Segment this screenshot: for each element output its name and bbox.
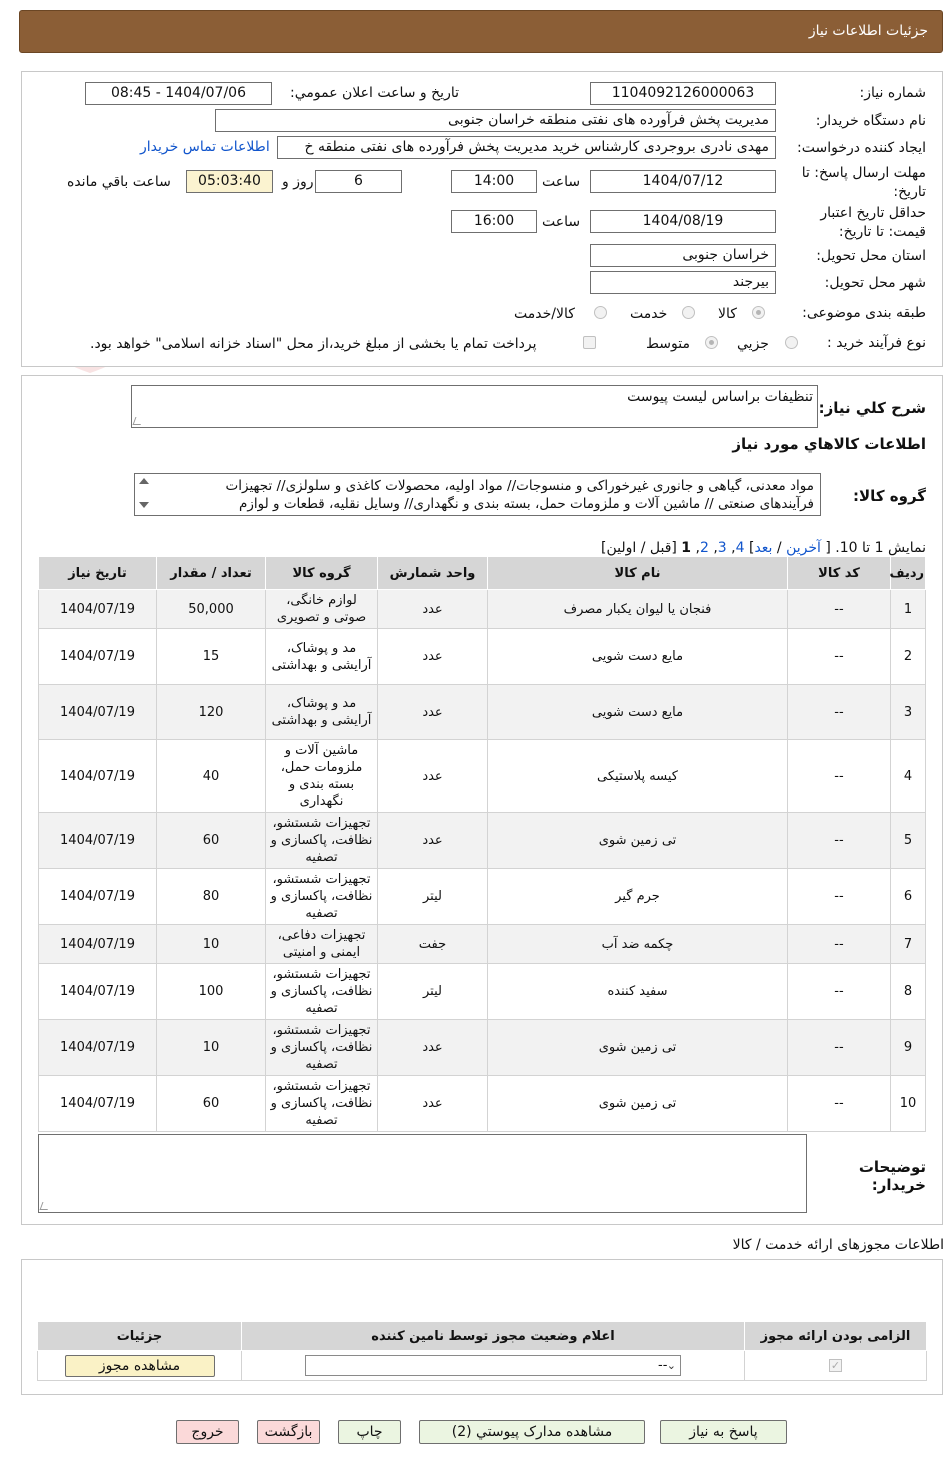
cell-qty: 60 bbox=[157, 1076, 266, 1132]
announce-label: تاریخ و ساعت اعلان عمومي: bbox=[290, 85, 459, 101]
scroll-up-icon[interactable] bbox=[139, 478, 149, 484]
city-label: شهر محل تحویل: bbox=[824, 275, 926, 291]
table-row[interactable] bbox=[39, 629, 926, 685]
page-header bbox=[19, 10, 943, 53]
cell-qty: 60 bbox=[157, 813, 266, 869]
col-name-header: نام کالا bbox=[488, 557, 788, 590]
cell-unit: عدد bbox=[378, 590, 488, 629]
exit-button[interactable]: خروج bbox=[176, 1420, 239, 1444]
process-label: نوع فرآیند خرید : bbox=[827, 335, 926, 351]
col-row-header: ردیف bbox=[891, 557, 926, 590]
need-number-field: 1104092126000063 bbox=[590, 82, 776, 105]
col-code-header: کد کالا bbox=[788, 557, 891, 590]
buyer-org-field: مدیریت پخش فرآورده های نفتی منطقه خراسان جنوبی bbox=[215, 109, 776, 132]
category-option-goods-service: کالا/خدمت bbox=[514, 306, 575, 322]
cell-name: چکمه ضد آب bbox=[488, 925, 788, 964]
scroll-down-icon[interactable] bbox=[139, 502, 149, 508]
pagination-page-3[interactable]: 3 bbox=[717, 540, 727, 556]
validity-label-2: قیمت: تا تاریخ: bbox=[838, 224, 926, 240]
license-required-checkbox[interactable]: ✓ bbox=[830, 1359, 841, 1372]
category-radio-goods[interactable] bbox=[752, 306, 765, 319]
category-option-goods: کالا bbox=[718, 306, 737, 322]
cell-name: تی زمین شوی bbox=[488, 1076, 788, 1132]
items-table bbox=[38, 556, 926, 1132]
pagination-page-2[interactable]: 2 bbox=[699, 540, 709, 556]
category-label: طبقه بندی موضوعی: bbox=[802, 305, 926, 321]
table-row bbox=[38, 1351, 927, 1381]
lic-required-cell bbox=[745, 1351, 927, 1381]
goods-group-textarea[interactable] bbox=[134, 473, 821, 516]
process-option-medium: متوسط bbox=[646, 336, 690, 352]
cell-name: تی زمین شوی bbox=[488, 813, 788, 869]
licenses-title: اطلاعات مجوزهای ارائه خدمت / کالا bbox=[732, 1237, 944, 1253]
deadline-label: مهلت ارسال پاسخ: تا bbox=[801, 165, 926, 181]
cell-name: سفید کننده bbox=[488, 964, 788, 1020]
cell-name: فنجان یا لیوان یکبار مصرف bbox=[488, 590, 788, 629]
cell-group: تجهیزات دفاعی، ایمنی و امنیتی bbox=[266, 925, 378, 964]
cell-row: 2 bbox=[891, 629, 926, 685]
print-button[interactable]: چاپ bbox=[338, 1420, 401, 1444]
description-text: تنظیفات براساس لیست پیوست bbox=[627, 389, 813, 405]
table-row[interactable] bbox=[39, 1076, 926, 1132]
cell-unit: لیتر bbox=[378, 869, 488, 925]
cell-row: 8 bbox=[891, 964, 926, 1020]
cell-date: 1404/07/19 bbox=[39, 813, 157, 869]
cell-name: تی زمین شوی bbox=[488, 1020, 788, 1076]
cell-group: تجهیزات شستشو، نظافت، پاکسازی و تصفیه bbox=[266, 813, 378, 869]
cell-row: 5 bbox=[891, 813, 926, 869]
col-date-header: تاریخ نیاز bbox=[39, 557, 157, 590]
cell-code: -- bbox=[788, 869, 891, 925]
licenses-table bbox=[37, 1321, 927, 1381]
table-row[interactable] bbox=[39, 740, 926, 813]
view-license-button[interactable]: مشاهده مجوز bbox=[65, 1355, 215, 1377]
license-status-select[interactable] bbox=[305, 1355, 681, 1376]
table-row[interactable] bbox=[39, 1020, 926, 1076]
buyer-org-label: نام دستگاه خریدار: bbox=[815, 113, 926, 129]
table-row[interactable] bbox=[39, 964, 926, 1020]
cell-unit: عدد bbox=[378, 813, 488, 869]
cell-unit: عدد bbox=[378, 1076, 488, 1132]
process-radio-minor[interactable] bbox=[785, 336, 798, 349]
cell-group: تجهیزات شستشو، نظافت، پاکسازی و تصفیه bbox=[266, 1020, 378, 1076]
lic-details-header: جزئیات bbox=[38, 1322, 242, 1351]
cell-date: 1404/07/19 bbox=[39, 1076, 157, 1132]
deadline-time-label: ساعت bbox=[542, 174, 581, 190]
category-radio-goods-service[interactable] bbox=[594, 306, 607, 319]
buyer-notes-textarea[interactable] bbox=[38, 1134, 807, 1213]
buyer-notes-label-2: خریدار: bbox=[871, 1176, 926, 1194]
description-label: شرح کلي نياز: bbox=[818, 399, 926, 417]
licenses-table-header bbox=[38, 1322, 927, 1351]
page-title: جزئیات اطلاعات نیاز bbox=[808, 23, 928, 39]
category-option-service: خدمت bbox=[630, 306, 668, 322]
cell-code: -- bbox=[788, 1020, 891, 1076]
cell-date: 1404/07/19 bbox=[39, 590, 157, 629]
validity-label: حداقل تاریخ اعتبار bbox=[820, 205, 926, 221]
cell-code: -- bbox=[788, 964, 891, 1020]
cell-unit: عدد bbox=[378, 740, 488, 813]
cell-code: -- bbox=[788, 629, 891, 685]
cell-qty: 40 bbox=[157, 740, 266, 813]
city-field: بیرجند bbox=[590, 271, 776, 294]
remaining-label: ساعت باقي مانده bbox=[67, 174, 171, 190]
cell-row: 1 bbox=[891, 590, 926, 629]
items-table-header bbox=[39, 557, 926, 590]
pagination-next-link[interactable]: بعد bbox=[754, 540, 773, 556]
cell-code: -- bbox=[788, 1076, 891, 1132]
resize-handle[interactable] bbox=[133, 417, 144, 425]
cell-group: مد و پوشاک، آرایشی و بهداشتی bbox=[266, 629, 378, 685]
cell-qty: 15 bbox=[157, 629, 266, 685]
lic-status-header: اعلام وضعیت مجوز توسط نامین کننده bbox=[242, 1322, 745, 1351]
cell-qty: 100 bbox=[157, 964, 266, 1020]
cell-date: 1404/07/19 bbox=[39, 964, 157, 1020]
cell-row: 9 bbox=[891, 1020, 926, 1076]
reply-button[interactable]: پاسخ به نياز bbox=[660, 1420, 787, 1444]
pagination: نمایش 1 تا 10. [ آخرین / بعد] 4, 3, 2, 1 [قبل / اولین] bbox=[600, 540, 926, 556]
cell-group: تجهیزات شستشو، نظافت، پاکسازی و تصفیه bbox=[266, 964, 378, 1020]
back-button[interactable]: بازگشت bbox=[257, 1420, 320, 1444]
requester-label: ایجاد کننده درخواست: bbox=[797, 140, 926, 156]
pagination-bracket-close: ] bbox=[748, 540, 755, 556]
process-radio-medium[interactable] bbox=[705, 336, 718, 349]
cell-code: -- bbox=[788, 813, 891, 869]
lic-required-header: الزامی بودن ارائه مجوز bbox=[745, 1322, 927, 1351]
cell-row: 10 bbox=[891, 1076, 926, 1132]
cell-group: ماشین آلات و ملزومات حمل، بسته بندی و نگهداری bbox=[266, 740, 378, 813]
deadline-label-2: تاریخ: bbox=[893, 184, 926, 200]
cell-unit: جفت bbox=[378, 925, 488, 964]
cell-unit: عدد bbox=[378, 685, 488, 740]
deadline-date-field: 1404/07/12 bbox=[590, 170, 776, 193]
cell-date: 1404/07/19 bbox=[39, 869, 157, 925]
cell-qty: 50,000 bbox=[157, 590, 266, 629]
cell-name: کیسه پلاستیکی bbox=[488, 740, 788, 813]
col-unit-header: واحد شمارش bbox=[378, 557, 488, 590]
table-row[interactable] bbox=[39, 925, 926, 964]
validity-date-field: 1404/08/19 bbox=[590, 210, 776, 233]
payment-note: پرداخت تمام یا بخشی از مبلغ خرید،از محل "اسناد خزانه اسلامی" خواهد بود. bbox=[90, 336, 537, 352]
pagination-prev-first: [قبل / اولین] bbox=[600, 540, 677, 556]
cell-code: -- bbox=[788, 740, 891, 813]
cell-date: 1404/07/19 bbox=[39, 740, 157, 813]
license-status-value: -- bbox=[658, 1358, 668, 1373]
pagination-showing: نمایش 1 تا 10. bbox=[835, 540, 926, 556]
cell-qty: 10 bbox=[157, 925, 266, 964]
cell-code: -- bbox=[788, 685, 891, 740]
cell-group: تجهیزات شستشو، نظافت، پاکسازی و تصفیه bbox=[266, 1076, 378, 1132]
goods-group-line-1: مواد معدنی، گیاهی و جانوری غیرخوراکی و منسوجات// مواد اولیه، محصولات کاغذی و سلولزی// تجهیزات bbox=[225, 478, 814, 494]
cell-name: جرم گیر bbox=[488, 869, 788, 925]
cell-unit: عدد bbox=[378, 1020, 488, 1076]
cell-row: 6 bbox=[891, 869, 926, 925]
days-label: روز و bbox=[282, 174, 314, 190]
requester-field: مهدی نادری بروجردی کارشناس خرید مدیریت پخش فرآورده های نفتی منطقه خ bbox=[277, 136, 776, 159]
goods-group-line-2: فرآیندهای صنعتی // ماشین آلات و ملزومات حمل، بسته بندی و نگهداری// وسایل نقلیه، قطعات و لوازم bbox=[239, 496, 814, 512]
chevron-down-icon: ⌄ bbox=[666, 1359, 676, 1372]
cell-qty: 80 bbox=[157, 869, 266, 925]
validity-time-field: 16:00 bbox=[451, 210, 537, 233]
remaining-time-field: 05:03:40 bbox=[186, 170, 273, 193]
need-number-label: شماره نیاز: bbox=[859, 85, 926, 101]
goods-group-scrollbar[interactable] bbox=[137, 476, 151, 513]
lic-status-cell bbox=[242, 1351, 745, 1381]
days-field: 6 bbox=[315, 170, 402, 193]
pagination-separator: / bbox=[776, 540, 782, 556]
province-label: استان محل تحویل: bbox=[816, 248, 926, 264]
cell-row: 3 bbox=[891, 685, 926, 740]
province-field: خراسان جنوبی bbox=[590, 244, 776, 267]
pagination-bracket-open: [ bbox=[825, 540, 831, 556]
description-textarea[interactable] bbox=[131, 385, 818, 428]
pagination-last-link[interactable]: آخرین bbox=[786, 540, 821, 556]
cell-row: 4 bbox=[891, 740, 926, 813]
announce-field: 1404/07/06 - 08:45 bbox=[85, 82, 272, 105]
goods-group-label: گروه کالا: bbox=[853, 487, 926, 505]
pagination-current-page: 1 bbox=[681, 540, 692, 556]
payment-treasury-checkbox[interactable] bbox=[583, 336, 596, 349]
cell-code: -- bbox=[788, 925, 891, 964]
cell-name: مایع دست شویی bbox=[488, 629, 788, 685]
table-row[interactable] bbox=[39, 869, 926, 925]
cell-group: لوازم خانگی، صوتی و تصویری bbox=[266, 590, 378, 629]
buyer-notes-text bbox=[39, 1135, 806, 1141]
table-row[interactable] bbox=[39, 685, 926, 740]
cell-date: 1404/07/19 bbox=[39, 685, 157, 740]
deadline-time-field: 14:00 bbox=[451, 170, 537, 193]
validity-time-label: ساعت bbox=[542, 214, 581, 230]
cell-code: -- bbox=[788, 590, 891, 629]
cell-unit: لیتر bbox=[378, 964, 488, 1020]
process-option-minor: جزيي bbox=[737, 336, 769, 352]
goods-info-title: اطلاعات کالاهاي مورد نياز bbox=[732, 435, 926, 453]
cell-group: مد و پوشاک، آرایشی و بهداشتی bbox=[266, 685, 378, 740]
contact-buyer-link[interactable]: اطلاعات تماس خریدار bbox=[140, 139, 270, 155]
cell-qty: 120 bbox=[157, 685, 266, 740]
table-row[interactable] bbox=[39, 590, 926, 629]
cell-date: 1404/07/19 bbox=[39, 629, 157, 685]
resize-handle[interactable] bbox=[40, 1202, 51, 1210]
col-qty-header: تعداد / مقدار bbox=[157, 557, 266, 590]
buyer-notes-label: توضیحات bbox=[858, 1158, 926, 1176]
pagination-page-4[interactable]: 4 bbox=[735, 540, 745, 556]
view-attachments-button[interactable]: مشاهده مدارک پيوستي (2) bbox=[419, 1420, 645, 1444]
cell-unit: عدد bbox=[378, 629, 488, 685]
table-row[interactable] bbox=[39, 813, 926, 869]
cell-row: 7 bbox=[891, 925, 926, 964]
cell-date: 1404/07/19 bbox=[39, 1020, 157, 1076]
cell-date: 1404/07/19 bbox=[39, 925, 157, 964]
col-group-header: گروه کالا bbox=[266, 557, 378, 590]
cell-group: تجهیزات شستشو، نظافت، پاکسازی و تصفیه bbox=[266, 869, 378, 925]
cell-qty: 10 bbox=[157, 1020, 266, 1076]
cell-name: مایع دست شویی bbox=[488, 685, 788, 740]
lic-details-cell bbox=[38, 1351, 242, 1381]
category-radio-service[interactable] bbox=[682, 306, 695, 319]
